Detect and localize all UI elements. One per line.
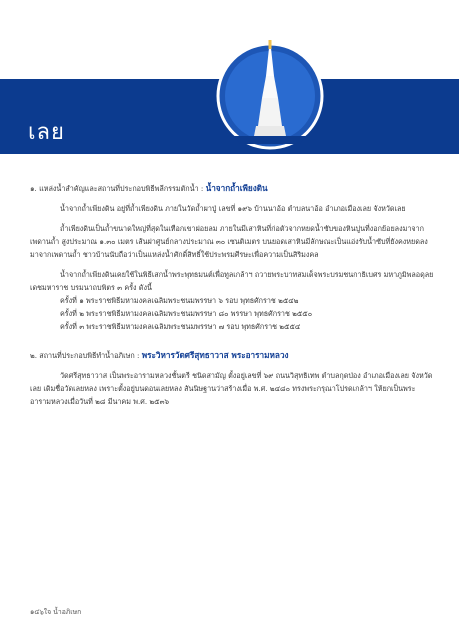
- list-item: ครั้งที่ ๒ พระราชพิธีมหามงคลเฉลิมพระชนมพรรษา ๘๐ พรรษา พุทธศักราช ๒๕๕๐: [60, 309, 313, 318]
- section1-heading: [30, 182, 434, 195]
- page-footer: ๑๔๖ใจ น้ำอภิเษก: [30, 608, 82, 616]
- section1-paragraph-3: น้ำจากถ้ำเพียงดินเคยใช้ในพิธีเสกน้ำพระพุทธมนต์เพื่อทูลเกล้าฯ ถวายพระบาทสมเด็จพระบรมชนกาธิเบศร มหาภูมิพลอดุลยเดชมหาราช บรมนาถบพิตร ๓ ครั้ง ดังนี้: [30, 270, 434, 292]
- page-title: เลย: [28, 120, 65, 145]
- stupa-emblem-icon: [214, 18, 326, 174]
- section1-heading-prefix: ๑. แหล่งน้ำสำคัญและสถานที่ประกอบพิธีพลีกรรมตักน้ำ :: [30, 184, 204, 193]
- page-content: [30, 182, 434, 408]
- section2-heading: [30, 349, 434, 362]
- section1-heading-highlight: น้ำจากถ้ำเพียงดิน: [205, 183, 268, 193]
- list-item: ครั้งที่ ๓ พระราชพิธีมหามงคลเฉลิมพระชนมพรรษา ๗ รอบ พุทธศักราช ๒๕๕๔: [60, 322, 301, 331]
- section1-paragraph-2: ถ้ำเพียงดินเป็นถ้ำขนาดใหญ่ที่สุดในเทือกเขาผ่อยลม ภายในมีเสาหินที่ก่อตัวจากหยดน้ำซับของหินปูนที่งอกย้อยลงมาจากเพดานถ้ำ สูงประมาณ ๑.๓๐ เมตร เส้นผ่าศูนย์กลางประมาณ ๓๐ เซนติเมตร บนยอดเสาหินมีลักษณะเป็นแอ่งรับน้ำซับที่ยังคงหยดลงมาจากเพดานถ้ำ ชาวบ้านนับถือว่าเป็นแหล่งน้ำศักดิ์สิทธิ์ใช้ประพรมศีรษะเพื่อความเป็นสิริมงคล: [30, 224, 428, 259]
- section1-paragraph-1: น้ำจากถ้ำเพียงดิน อยู่ที่ถ้ำเพียงดิน ภายในวัดถ้ำผาปู่ เลขที่ ๑๙๖ บ้านนาอ้อ ตำบลนาอ้อ อำเภอเมืองเลย จังหวัดเลย: [60, 204, 406, 213]
- section2-heading-prefix: ๒. สถานที่ประกอบพิธีทำน้ำอภิเษก :: [30, 351, 140, 360]
- list-item: ครั้งที่ ๑ พระราชพิธีมหามงคลเฉลิมพระชนมพรรษา ๖ รอบ พุทธศักราช ๒๕๔๒: [60, 296, 299, 305]
- section2-paragraph-1: วัดศรีสุทธาวาส เป็นพระอารามหลวงชั้นตรี ชนิดสามัญ ตั้งอยู่เลขที่ ๖๙ ถนนวิสุทธิเทพ ตำบลกุดป่อง อำเภอเมืองเลย จังหวัดเลย เดิมชื่อวัดเลยหลง เพราะตั้งอยู่บนดอนเลยหลง สันนิษฐานว่าสร้างเมื่อ พ.ศ. ๒๔๘๐ ทรงพระกรุณาโปรดเกล้าฯ ให้ยกเป็นพระอารามหลวงเมื่อวันที่ ๒๘ มีนาคม พ.ศ. ๒๕๓๖: [30, 371, 433, 406]
- page-header: [0, 0, 459, 166]
- section2-heading-highlight: พระวิหารวัดศรีสุทธาวาส พระอารามหลวง: [141, 350, 289, 360]
